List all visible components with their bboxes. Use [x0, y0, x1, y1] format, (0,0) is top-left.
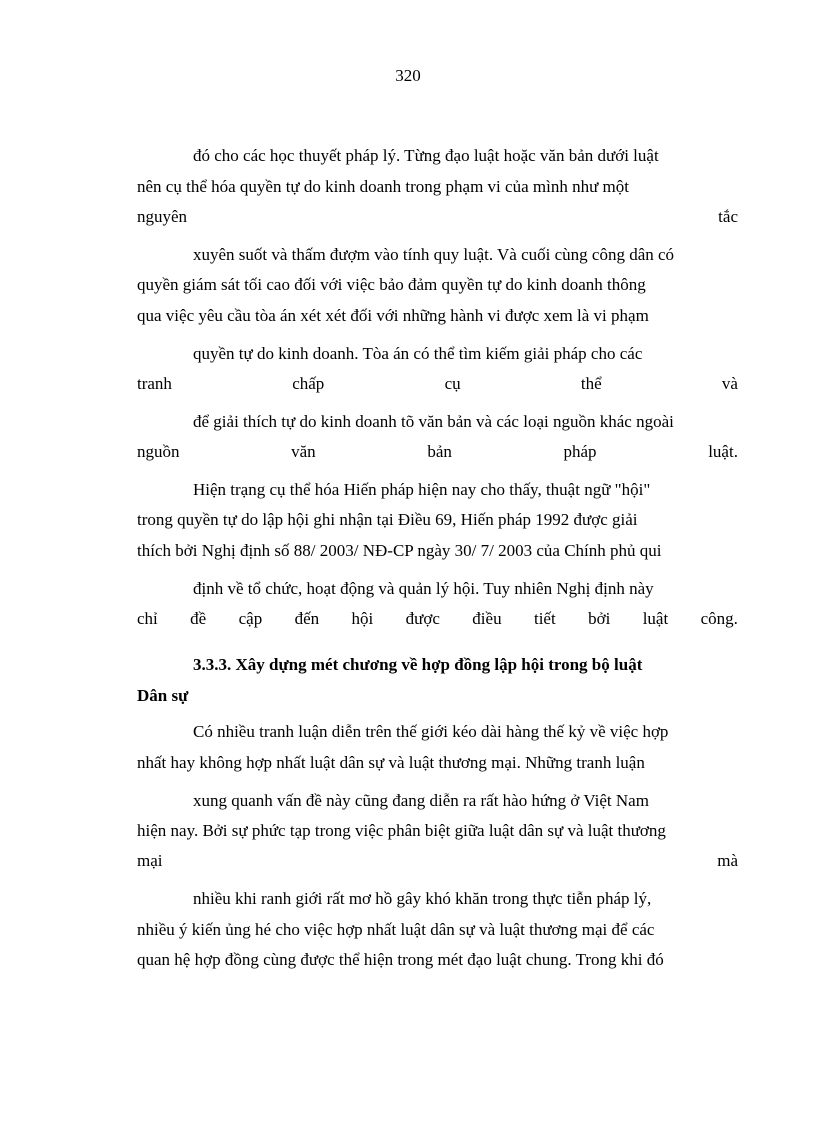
word: mà — [717, 851, 738, 870]
text-line — [137, 374, 738, 394]
word: mại — [137, 851, 163, 870]
word: chấp — [292, 374, 325, 393]
word: văn — [291, 442, 316, 461]
word: và — [721, 374, 738, 393]
text-line: nên cụ thể hóa quyền tự do kinh doanh trong phạm vi của mình như một — [137, 177, 629, 196]
word: chỉ — [137, 609, 158, 628]
word: hội — [351, 609, 374, 628]
text-line: qua việc yêu cầu tòa án xét xét đối với những hành vi được xem là vi phạm — [137, 306, 649, 325]
word: luật — [642, 609, 669, 628]
text-line: xung quanh vấn đề này cũng đang diễn ra rất hào hứng ở Việt Nam — [193, 791, 649, 810]
text-line: quan hệ hợp đồng cùng được thể hiện trong mét đạo luật chung. Trong khi đó — [137, 950, 664, 969]
text-line: định về tổ chức, hoạt động và quản lý hội. Tuy nhiên Nghị định này — [193, 579, 654, 598]
text-line: Hiện trạng cụ thể hóa Hiến pháp hiện nay cho thấy, thuật ngữ "hội" — [193, 480, 651, 499]
text-line — [137, 609, 738, 629]
section-heading-cont: Dân sự — [137, 686, 189, 705]
page-number: 320 — [395, 66, 421, 85]
word: công. — [700, 609, 738, 628]
word: cụ — [444, 374, 461, 393]
text-line — [137, 207, 738, 227]
text-line: nhiều khi ranh giới rất mơ hồ gây khó khăn trong thực tiễn pháp lý, — [193, 889, 652, 908]
word: được — [405, 609, 440, 628]
word: pháp — [563, 442, 597, 461]
text-line: thích bởi Nghị định số 88/ 2003/ NĐ-CP ngày 30/ 7/ 2003 của Chính phủ qui — [137, 541, 662, 560]
word: thể — [580, 374, 602, 393]
text-line: nhiều ý kiến ủng hé cho việc hợp nhất luật dân sự và luật thương mại để các — [137, 920, 655, 939]
text-line — [137, 442, 738, 462]
word: điều — [472, 609, 502, 628]
word: tranh — [137, 374, 172, 393]
text-line: đó cho các học thuyết pháp lý. Từng đạo luật hoặc văn bản dưới luật — [193, 146, 659, 165]
word: nguồn — [137, 442, 180, 461]
text-line: quyền tự do kinh doanh. Tòa án có thể tìm kiếm giải pháp cho các — [193, 344, 643, 363]
text-line: để giải thích tự do kinh doanh tõ văn bản và các loại nguồn khác ngoài — [193, 412, 674, 431]
word: bản — [427, 442, 452, 461]
text-line: nhất hay không hợp nhất luật dân sự và luật thương mại. Những tranh luận — [137, 753, 645, 772]
word: đề — [190, 609, 207, 628]
text-line: Có nhiều tranh luận diễn trên thế giới kéo dài hàng thế kỷ về việc hợp — [193, 722, 669, 741]
word: luật. — [708, 442, 738, 461]
word: đến — [294, 609, 320, 628]
word: cập — [238, 609, 263, 628]
text-line: hiện nay. Bởi sự phức tạp trong việc phân biệt giữa luật dân sự và luật thương — [137, 821, 666, 840]
word: tắc — [718, 207, 738, 226]
text-line: xuyên suốt và thấm đượm vào tính quy luật. Và cuối cùng công dân có — [193, 245, 675, 264]
section-heading: 3.3.3. Xây dựng mét chương về hợp đồng lập hội trong bộ luật — [193, 655, 643, 674]
word: nguyên — [137, 207, 188, 226]
text-line — [137, 851, 738, 871]
text-line: trong quyền tự do lập hội ghi nhận tại Điều 69, Hiến pháp 1992 được giải — [137, 510, 638, 529]
word: tiết — [533, 609, 556, 628]
text-line: quyền giám sát tối cao đối với việc bảo đảm quyền tự do kinh doanh thông — [137, 275, 646, 294]
word: bởi — [588, 609, 611, 628]
